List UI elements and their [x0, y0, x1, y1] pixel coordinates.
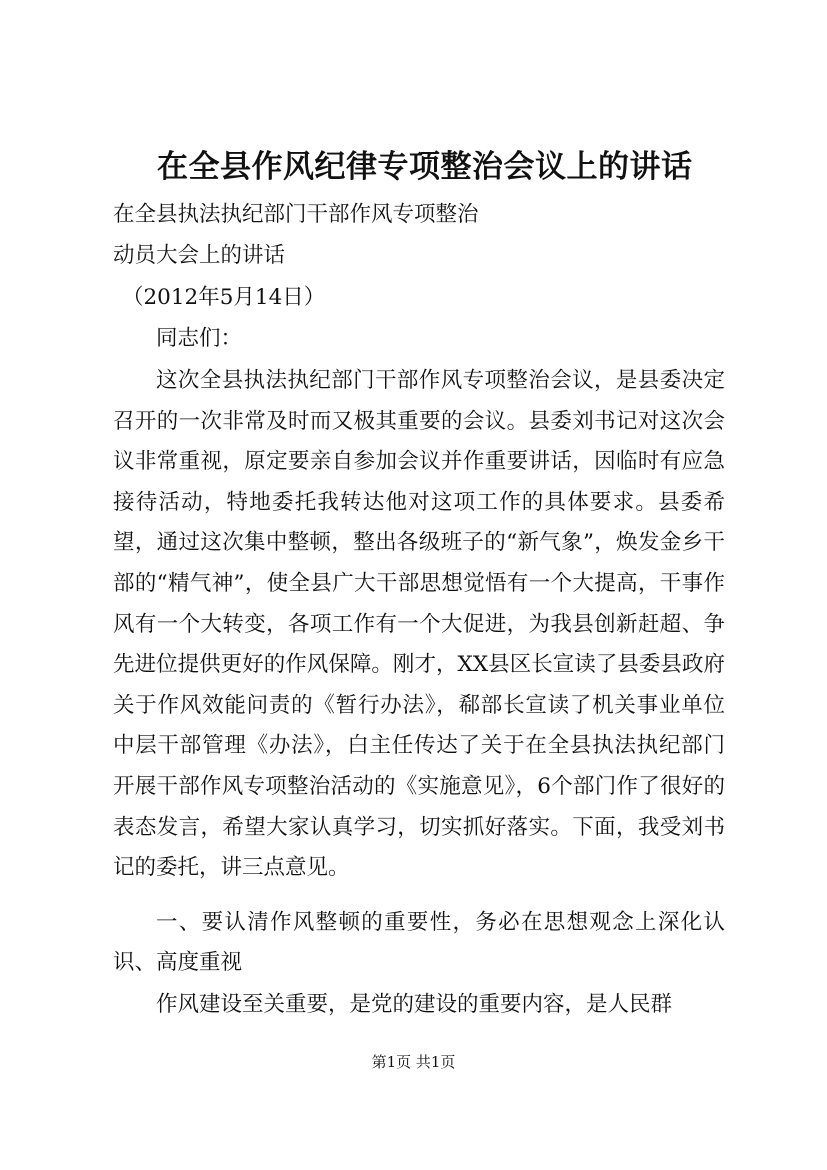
salutation: 同志们：: [156, 326, 243, 351]
subtitle-line-2: 动员大会上的讲话: [113, 243, 286, 268]
date-line: （2012年5月14日）: [122, 285, 326, 310]
subtitle-line-1: 在全县执法执纪部门干部作风专项整治: [113, 202, 479, 227]
document-title: 在全县作风纪律专项整治会议上的讲话: [157, 149, 693, 185]
body-paragraph-2: 作风建设至关重要，是党的建设的重要内容，是人民群: [156, 992, 673, 1017]
page-footer: 第1页 共1页: [371, 1053, 456, 1071]
section-heading-1: 一、要认清作风整顿的重要性，务必在思想观念上深化认识、高度重视: [113, 910, 725, 975]
body-paragraph-1: 这次全县执法执纪部门干部作风专项整治会议，是县委决定召开的一次非常及时而又极其重要的会议。县委刘书记对这次会议非常重视，原定要亲自参加会议并作重要讲话，因临时有应急接待活动，特地委托我转达他对这项工作的具体要求。县委希望，通过这次集中整顿，整出各级班子的“新气象”，焕发金乡干部的“精气神”，使全县广大干部思想觉悟有一个大提高，干事作风有一个大转变，各项工作有一个大促进，为我县创新赶超、争先进位提供更好的作风保障。刚才，XX县区长宣读了县委县政府关于作风效能问责的《暂行办法》，郗部长宣读了机关事业单位中层干部管理《办法》，白主任传达了关于在全县执法执纪部门开展干部作风专项整治活动的《实施意见》，6个部门作了很好的表态发言，希望大家认真学习，切实抓好落实。下面，我受刘书记的委托，讲三点意见。: [113, 368, 725, 881]
